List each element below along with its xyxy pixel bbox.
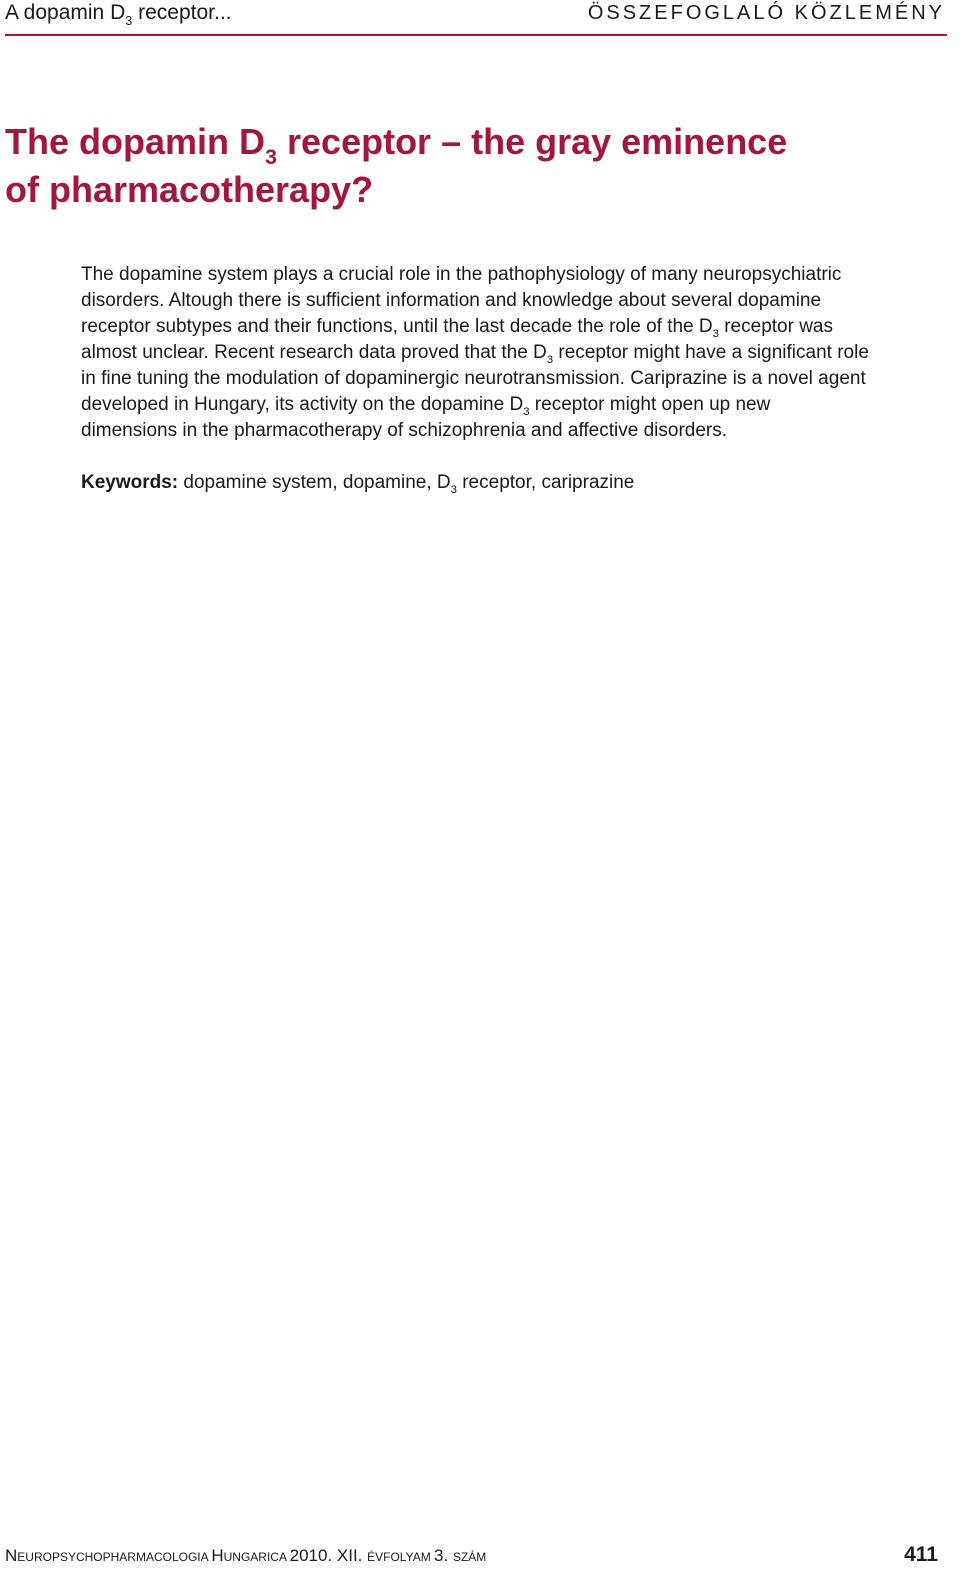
article-title: The dopamin $D_3$ receptor – the gray eminence of pharmacotherapy? <box>5 121 788 210</box>
keywords: Keywords: dopamine system, dopamine, $D_3$ receptor, cariprazine <box>81 472 635 497</box>
abstract: The dopamine system plays a crucial role in the pathophysiology of many neuropsychiatric disorders. Altough there is sufficient information and knowledge about several dopamine receptor subtypes and their functions, until the last decade the role of the $D_3$ receptor was almost unclear. Recent research data proved that the $D_3$ receptor might have a significant role in fine tuning the modulation of dopaminergic neurotransmission. Cariprazine is a novel agent developed in Hungary, its activity on the dopamine $D_3$ receptor might open up new dimensions in the pharmacotherapy of schizophrenia and affective disorders. <box>81 264 869 441</box>
running-header <box>5 0 947 36</box>
keywords-label: Keywords: <box>81 472 179 493</box>
page-number: 411 <box>904 1543 938 1566</box>
section-label: ÖSSZEFOGLALÓ KÖZLEMÉNY <box>587 2 945 24</box>
running-title: A dopamin $D_3$ receptor... <box>5 1 232 28</box>
footer-journal-citation: NEUROPSYCHOPHARMACOLOGIA HUNGARICA 2010. XII. ÉVFOLYAM 3. SZÁM <box>5 1546 487 1565</box>
